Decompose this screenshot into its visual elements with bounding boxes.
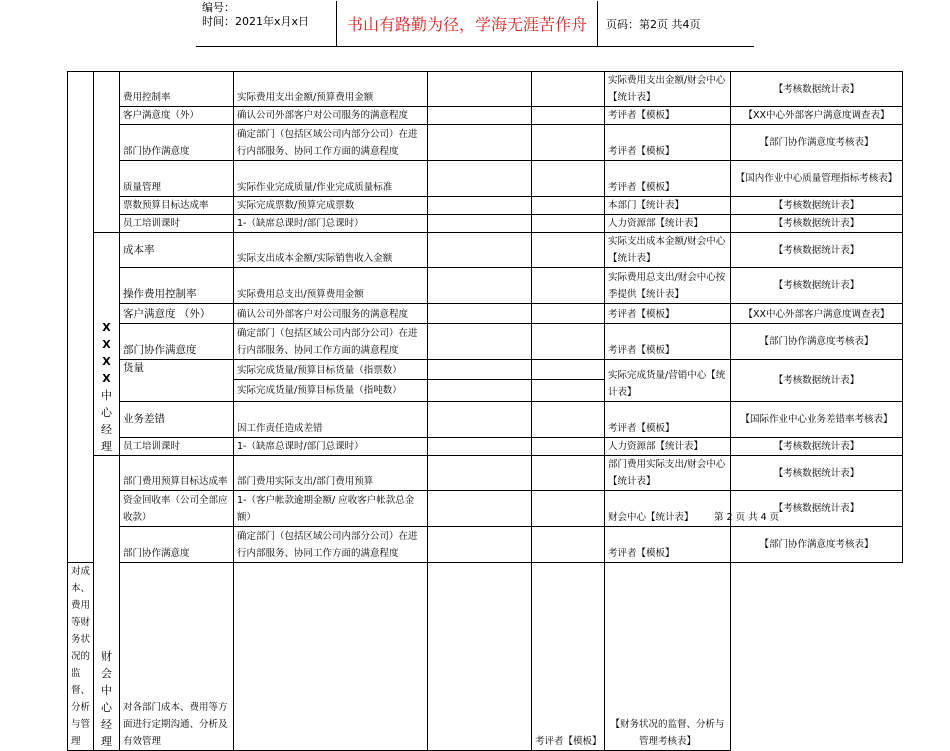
indicator-cell: 部门协作满意度 <box>120 527 234 563</box>
formula-cell: 实际费用总支出/预算费用金额 <box>234 268 428 304</box>
blank-cell <box>532 491 605 527</box>
indicator-cell: 对成本、费用等财务状况的监督、分析与管理 <box>68 563 94 751</box>
blank-cell <box>428 215 532 233</box>
formula-cell: 实际费用支出金额/预算费用金额 <box>234 72 428 107</box>
tool-cell: 【考核数据统计表】 <box>731 268 903 304</box>
blank-cell <box>532 527 605 563</box>
tool-cell: 【考核数据统计表】 <box>731 215 903 233</box>
table-row <box>68 107 903 125</box>
position-char: 财 <box>101 650 112 663</box>
blank-cell <box>532 324 605 360</box>
source-cell: 实际支出成本金额/财会中心【统计表】 <box>605 233 731 268</box>
source-cell: 考评者【模板】 <box>605 324 731 360</box>
position-char: X <box>102 338 111 351</box>
indicator-cell: 客户满意度 （外） <box>120 304 234 324</box>
header-meta <box>196 1 337 47</box>
position-char: X <box>102 321 111 334</box>
formula-cell: 实际作业完成质量/作业完成质量标准 <box>234 161 428 197</box>
source-cell: 实际费用总支出/财会中心按季提供【统计表】 <box>605 268 731 304</box>
formula-cell: 确定部门（包括区域公司内部分公司）在进行内部服务、协同工作方面的满意程度 <box>234 125 428 161</box>
indicator-cell: 员工培训课时 <box>120 438 234 456</box>
table-row <box>68 268 903 304</box>
blank-cell <box>428 324 532 360</box>
formula-cell: 1-（缺席总课时/部门总课时） <box>234 215 428 233</box>
formula-cell: 部门费用实际支出/部门费用预算 <box>234 456 428 491</box>
blank-cell <box>532 268 605 304</box>
table-row <box>68 125 903 161</box>
source-cell: 考评者【模板】 <box>605 304 731 324</box>
source-cell: 实际完成货量/营销中心【统计表】 <box>605 360 731 402</box>
indicator-cell: 部门协作满意度 <box>120 125 234 161</box>
table-row <box>68 304 903 324</box>
header-page-number: 页码：第2页 共4页 <box>598 1 754 47</box>
position-char: 经 <box>101 718 112 731</box>
position-char: 经 <box>101 423 112 436</box>
formula-cell: 确定部门（包括区域公司内部分公司）在进行内部服务、协同工作方面的满意程度 <box>234 527 428 563</box>
table-row <box>68 197 903 215</box>
blank-cell <box>428 527 532 563</box>
table-row <box>68 233 903 268</box>
table-row <box>68 161 903 197</box>
header-motto: 书山有路勤为径，学海无涯苦作舟 <box>337 1 598 47</box>
table-row <box>68 438 903 456</box>
indicator-cell: 费用控制率 <box>120 72 234 107</box>
indicator-cell: 业务差错 <box>120 402 234 438</box>
source-cell: 考评者【模板】 <box>605 161 731 197</box>
table-row <box>68 324 903 360</box>
position-char: X <box>102 372 111 385</box>
source-cell: 财会中心【统计表】 <box>605 491 731 527</box>
formula-cell: 对各部门成本、费用等方面进行定期沟通、分析及有效管理 <box>120 563 234 751</box>
blank-cell <box>428 304 532 324</box>
source-cell: 人力资源部【统计表】 <box>605 438 731 456</box>
blank-cell <box>428 107 532 125</box>
position-char: 会 <box>101 667 112 680</box>
formula-cell: 1-（客户帐款逾期金额/ 应收客户帐款总金额） <box>234 491 428 527</box>
position-char: 理 <box>101 735 112 748</box>
source-cell: 考评者【模板】 <box>605 402 731 438</box>
table-row <box>68 215 903 233</box>
blank-cell <box>428 360 532 380</box>
formula-cell: 实际完成货量/预算目标货量（指票数） <box>234 360 428 380</box>
tool-cell: 【考核数据统计表】 <box>731 360 903 402</box>
code-label: 编号： <box>202 1 235 14</box>
blank-cell <box>428 438 532 456</box>
blank-cell <box>428 456 532 491</box>
formula-cell: 实际支出成本金额/实际销售收入金额 <box>234 233 428 268</box>
outer-left-cell <box>68 72 94 563</box>
blank-cell <box>428 125 532 161</box>
tool-cell: 【考核数据统计表】 <box>731 438 903 456</box>
indicator-cell: 票数预算目标达成率 <box>120 197 234 215</box>
tool-cell: 【考核数据统计表】 <box>731 456 903 491</box>
indicator-cell: 部门协作满意度 <box>120 324 234 360</box>
indicator-cell: 资金回收率（公司全部应收款） <box>120 491 234 527</box>
source-cell: 实际费用支出金额/财会中心【统计表】 <box>605 72 731 107</box>
blank-cell <box>532 233 605 268</box>
source-cell: 考评者【模板】 <box>605 107 731 125</box>
blank-cell <box>428 380 532 402</box>
position-cell-top <box>94 72 120 233</box>
tool-cell: 【部门协作满意度考核表】 <box>731 527 903 563</box>
blank-cell <box>532 380 605 402</box>
tool-cell: 【财务状况的监督、分析与管理考核表】 <box>605 563 731 751</box>
formula-cell: 确认公司外部客户对公司服务的满意程度 <box>234 107 428 125</box>
blank-cell <box>532 304 605 324</box>
tool-cell: 【国内作业中心质量管理指标考核表】 <box>731 161 903 197</box>
source-cell: 考评者【模板】 <box>605 527 731 563</box>
indicator-cell: 操作费用控制率 <box>120 268 234 304</box>
blank-cell <box>532 107 605 125</box>
table-row <box>68 360 903 380</box>
position-char: 中 <box>101 389 112 402</box>
blank-cell <box>532 402 605 438</box>
table-row <box>68 72 903 107</box>
blank-cell <box>428 402 532 438</box>
position-char: 理 <box>101 440 112 453</box>
tool-cell: 【国际作业中心业务差错率考核表】 <box>731 402 903 438</box>
blank-cell <box>532 161 605 197</box>
formula-cell: 因工作责任造成差错 <box>234 402 428 438</box>
indicator-cell: 部门费用预算目标达成率 <box>120 456 234 491</box>
formula-cell: 1-（缺席总课时/部门总课时） <box>234 438 428 456</box>
indicator-cell: 货量 <box>120 360 234 402</box>
source-cell: 人力资源部【统计表】 <box>605 215 731 233</box>
tool-cell: 【考核数据统计表】 <box>731 491 903 527</box>
tool-cell: 【部门协作满意度考核表】 <box>731 324 903 360</box>
blank-cell <box>532 125 605 161</box>
date-text: 时间：2021年x月x日 <box>202 15 310 28</box>
tool-cell: 【XX中心外部客户满意度调查表】 <box>731 107 903 125</box>
tool-cell: 【考核数据统计表】 <box>731 72 903 107</box>
table-row <box>68 527 903 563</box>
table-row <box>68 563 903 751</box>
blank-cell <box>428 563 532 751</box>
blank-cell <box>428 491 532 527</box>
table-row <box>68 402 903 438</box>
blank-cell <box>428 233 532 268</box>
blank-cell <box>428 161 532 197</box>
blank-cell <box>428 268 532 304</box>
blank-cell <box>532 197 605 215</box>
position-char: 心 <box>101 701 112 714</box>
formula-cell: 实际完成货量/预算目标货量（指吨数） <box>234 380 428 402</box>
blank-cell <box>532 456 605 491</box>
blank-cell <box>532 438 605 456</box>
position-char: 心 <box>101 406 112 419</box>
page-footer: 第 2 页 共 4 页 <box>714 512 780 523</box>
tool-cell: 【考核数据统计表】 <box>731 197 903 215</box>
formula-cell: 确认公司外部客户对公司服务的满意程度 <box>234 304 428 324</box>
position-char: X <box>102 355 111 368</box>
blank-cell <box>532 215 605 233</box>
source-cell: 本部门【统计表】 <box>605 197 731 215</box>
source-cell: 考评者【模板】 <box>532 563 605 751</box>
source-cell: 考评者【模板】 <box>605 125 731 161</box>
indicator-cell: 成本率 <box>120 233 234 268</box>
indicator-cell: 员工培训课时 <box>120 215 234 233</box>
source-cell: 部门费用实际支出/财会中心【统计表】 <box>605 456 731 491</box>
indicator-cell: 客户满意度（外） <box>120 107 234 125</box>
indicator-cell: 质量管理 <box>120 161 234 197</box>
kpi-table <box>67 71 903 751</box>
position-char: 中 <box>101 684 112 697</box>
position-cell-finance-center-manager <box>94 456 120 751</box>
blank-cell <box>234 563 428 751</box>
blank-cell <box>532 360 605 380</box>
table-row <box>68 456 903 491</box>
tool-cell: 【XX中心外部客户满意度调查表】 <box>731 304 903 324</box>
tool-cell: 【部门协作满意度考核表】 <box>731 125 903 161</box>
position-cell-xx-center-manager <box>94 233 120 456</box>
formula-cell: 实际完成票数/预算完成票数 <box>234 197 428 215</box>
tool-cell: 【考核数据统计表】 <box>731 233 903 268</box>
blank-cell <box>428 197 532 215</box>
blank-cell <box>532 72 605 107</box>
blank-cell <box>428 72 532 107</box>
formula-cell: 确定部门（包括区域公司内部分公司）在进行内部服务、协同工作方面的满意程度 <box>234 324 428 360</box>
